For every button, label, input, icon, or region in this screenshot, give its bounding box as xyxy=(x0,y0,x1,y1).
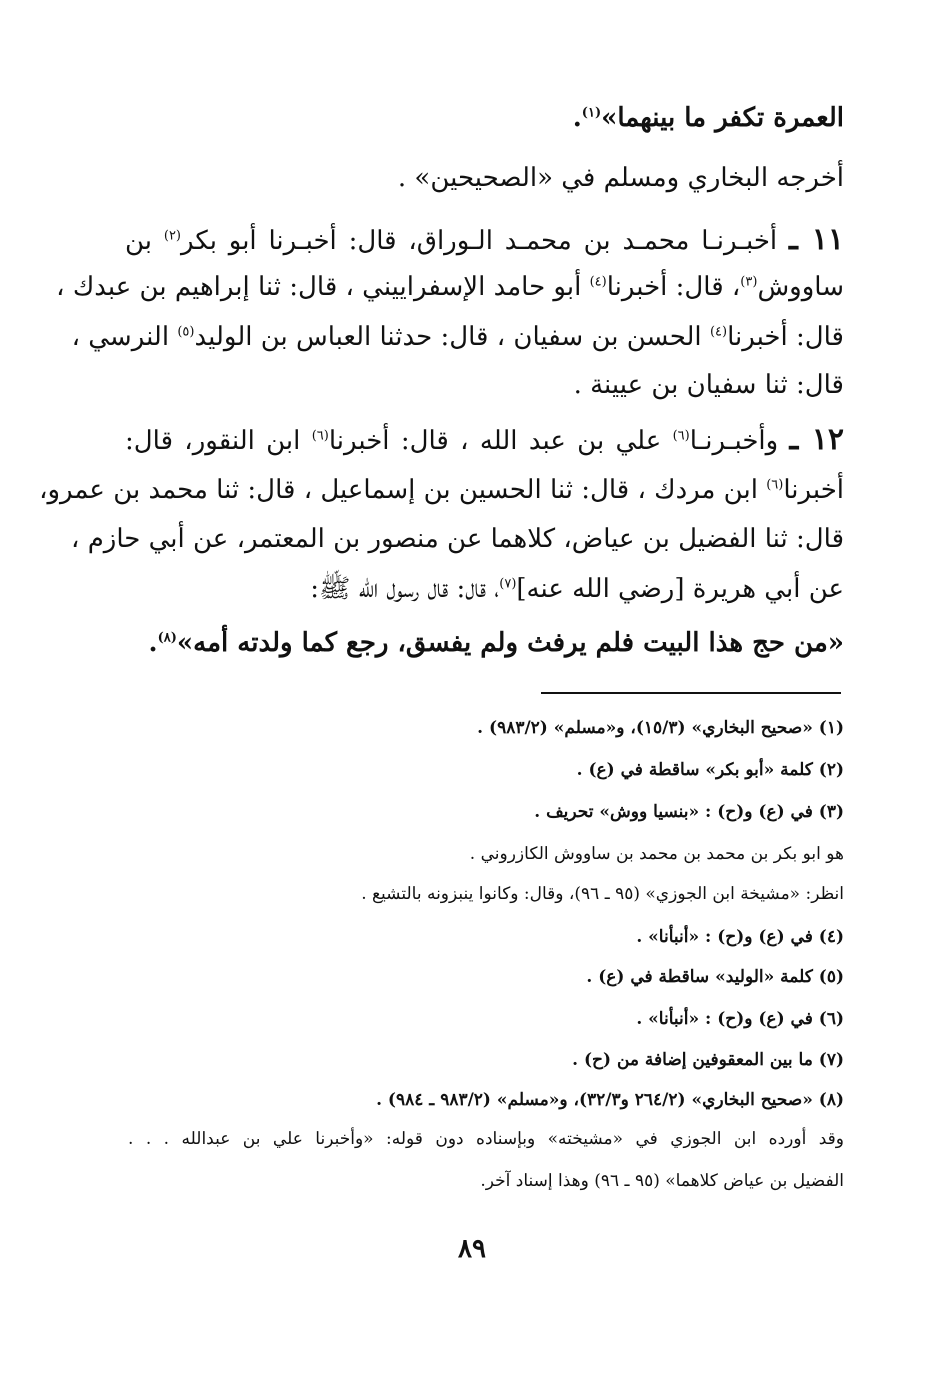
hadith-12-line-4 xyxy=(310,572,844,610)
text-segment: قال: أخبرنا xyxy=(727,322,844,352)
footnote-ref: (٤) xyxy=(589,274,607,290)
footnote-2: (٢) كلمة «أبو بكر» ساقطة في (ع) . xyxy=(576,760,844,780)
text-segment: بن xyxy=(125,226,164,256)
text-segment: ساووش xyxy=(757,272,844,302)
hadith-11-line-1 xyxy=(125,222,844,257)
text-segment: أخبـرنـا محمـد بن محمـد الـوراق، قال: أخبـرنا أبو بكر xyxy=(181,226,789,256)
footnote-3: (٣) في (ع) و(ح) : «بنسيا ووش» تحريف . xyxy=(534,802,844,822)
text-segment: ، قال: أخبرنا xyxy=(606,272,741,302)
footnote-ref: (١) xyxy=(581,105,602,121)
footnote-ref: (٣) xyxy=(740,274,758,290)
footnote-3-note: هو ابو بكر بن محمد بن محمد بن ساووش الكازروني . xyxy=(469,844,844,864)
hadith-12-line-1 xyxy=(125,422,844,457)
footnote-5: (٥) كلمة «الوليد» ساقطة في (ع) . xyxy=(586,967,844,987)
hadith-number: ١١ ـ xyxy=(788,222,845,257)
footnote-ref: (٥) xyxy=(177,324,195,340)
text-segment: الحسن بن سفيان ، قال: حدثنا العباس بن الوليد xyxy=(194,322,710,352)
footnote-3-source: انظر: «مشيخة ابن الجوزي» (٩٥ ـ ٩٦)، وقال: وكانوا ينبزونه بالتشيع . xyxy=(361,884,844,904)
hadith-11-line-4: قال: ثنا سفيان بن عيينة . xyxy=(573,370,844,400)
text-segment: النرسي ، xyxy=(71,322,178,352)
page-number: ٨٩ xyxy=(458,1234,486,1264)
hadith-12-line-2 xyxy=(39,475,844,505)
text-segment: العمرة تكفر ما بينهما» xyxy=(601,103,844,133)
footnote-7: (٧) ما بين المعقوفين إضافة من (ح) . xyxy=(572,1050,844,1070)
footnote-8: (٨) «صحيح البخاري» (٢٦٤/٢ و٣٢/٣)، و«مسلم» (٩٨٣/٢ ـ ٩٨٤) . xyxy=(376,1090,844,1110)
hadith-11-line-3 xyxy=(71,322,844,352)
text-segment: . xyxy=(572,103,582,133)
footnote-1: (١) «صحيح البخاري» (١٥/٣)، و«مسلم» (٩٨٣/٢) . xyxy=(477,718,844,738)
footnote-ref: (٦) xyxy=(766,477,784,493)
text-segment: وأخبـرنـا xyxy=(689,426,790,456)
footnote-8-note-line-1: وقد أورده ابن الجوزي في «مشيخته» وبإسناده دون قوله: «وأخبرنا علي بن عبدالله . . . xyxy=(128,1129,844,1149)
footnote-8-note-line-2: الفضيل بن عياض كلاهما» (٩٥ ـ ٩٦) وهذا إسناد آخر. xyxy=(480,1171,844,1191)
takhrij-line: أخرجه البخاري ومسلم في «الصحيحين» . xyxy=(397,163,844,193)
hadith-number: ١٢ ـ xyxy=(789,422,844,457)
text-segment: ابن مردك ، قال: ثنا الحسين بن إسماعيل ، قال: ثنا محمد بن عمرو، xyxy=(39,475,767,505)
text-segment: علي بن عبد الله ، قال: أخبرنا xyxy=(328,426,673,456)
hadith-text-line xyxy=(573,103,844,133)
text-segment: ابن النقور، قال: xyxy=(125,426,312,456)
hadith-12-line-3: قال: ثنا الفضيل بن عياض، كلاهما عن منصور بن المعتمر، عن أبي حازم ، xyxy=(71,524,844,554)
footnote-ref: (٢) xyxy=(163,228,181,244)
hadith-12-matn xyxy=(149,628,844,658)
footnote-ref: (٨) xyxy=(157,630,177,646)
footnote-separator xyxy=(541,692,841,694)
text-segment: «من حج هذا البيت فلم يرفث ولم يفسق، رجع كما ولدته أمه» xyxy=(176,628,844,658)
footnote-ref: (٦) xyxy=(672,428,690,444)
text-segment: أبو حامد الإسفراييني ، قال: ثنا إبراهيم بن عبدك ، xyxy=(56,272,590,302)
footnote-ref: (٧) xyxy=(499,576,517,592)
footnote-6: (٦) في (ع) و(ح) : «أنبأنا» . xyxy=(636,1009,844,1029)
hadith-11-line-2 xyxy=(56,272,844,302)
footnote-ref: (٤) xyxy=(709,324,728,340)
footnote-ref: (٦) xyxy=(311,428,329,444)
text-segment: عن أبي هريرة [رضي الله عنه] xyxy=(516,574,844,604)
footnote-4: (٤) في (ع) و(ح) : «أنبأنا» . xyxy=(636,927,844,947)
text-segment: ، قال: قال رسول الله ﷺ: xyxy=(310,574,500,604)
text-segment: أخبرنا xyxy=(783,475,844,505)
text-segment: . xyxy=(148,628,158,658)
